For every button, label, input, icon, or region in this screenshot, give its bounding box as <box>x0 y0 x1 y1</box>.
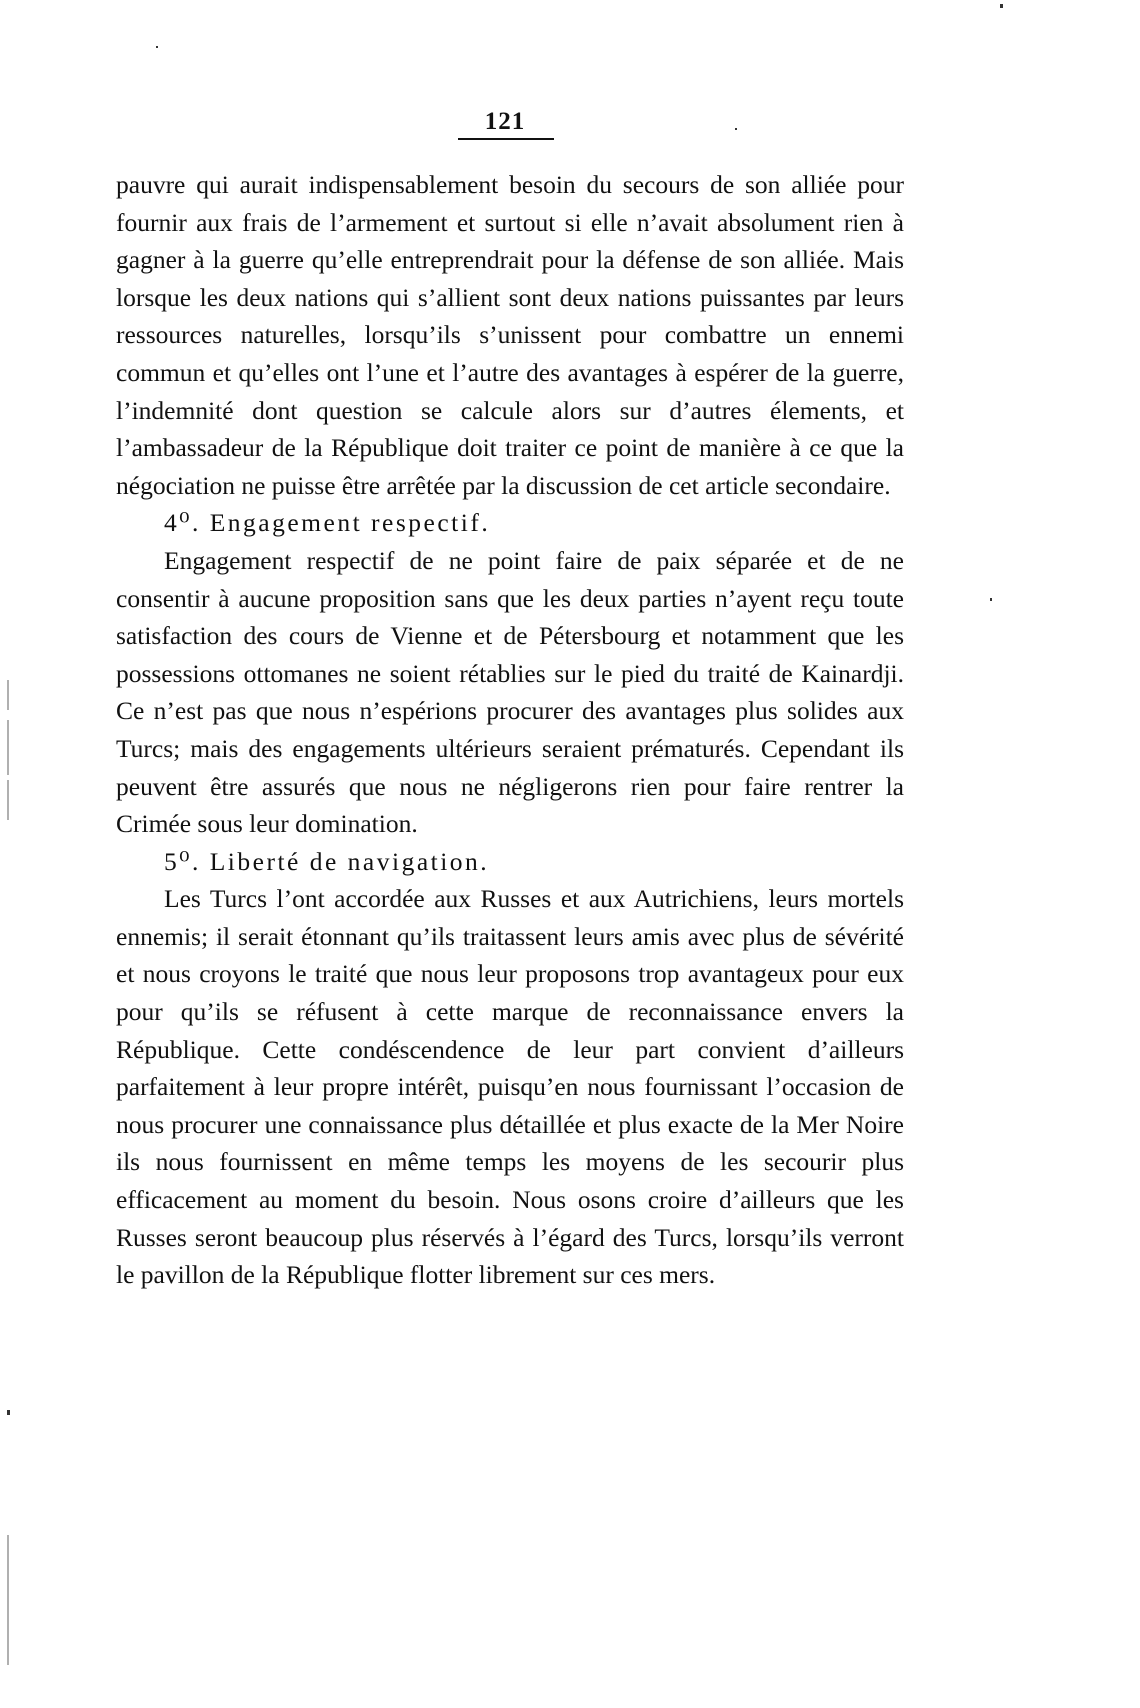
scan-edge-line <box>7 1535 9 1665</box>
paragraph: Engagement respectif de ne point faire de paix séparée et de ne consentir à aucune proposition sans que les deux parties n’ayent reçu toute satisfaction des cours de Vienne et de Pétersbourg et notamment que les possessions ottomanes ne soient rétablies sur le pied du traité de Kainardji. Ce n’est pas que nous n’espérions procurer des avantages plus solides aux Turcs; mais des engagements ultérieurs seraient prématurés. Cependant ils peuvent être assurés que nous ne négligerons rien pour faire rentrer la Crimée sous leur domination. <box>116 545 904 839</box>
scan-speck <box>990 598 992 601</box>
body-text <box>116 166 904 1294</box>
scan-edge-line <box>7 720 9 775</box>
scan-speck <box>7 1410 10 1415</box>
page-number-underline <box>458 138 554 140</box>
scan-speck <box>735 128 737 130</box>
scan-speck <box>1000 4 1003 8</box>
paragraph: pauvre qui aurait indispensablement besoin du secours de son alliée pour fournir aux frais de l’armement et surtout si elle n’avait absolument rien à gagner à la guerre qu’elle entreprendrait pour la défense de son alliée. Mais lorsque les deux nations qui s’allient sont deux nations puissantes par leurs ressources naturelles, lorsqu’ils s’unissent pour combattre un ennemi commun et qu’elles ont l’une et l’autre des avantages à espérer de la guerre, l’indemnité dont question se calcule alors sur d’autres élements, et l’ambassadeur de la République doit traiter ce point de manière à ce que la négociation ne puisse être arrêtée par la discussion de cet article secondaire. <box>116 170 904 500</box>
section-heading-engagement: 4⁰. Engagement respectif. <box>164 508 491 538</box>
paragraph: Les Turcs l’ont accordée aux Russes et aux Autrichiens, leurs mortels ennemis; il serait étonnant qu’ils traitassent leurs amis avec plus de sévérité et nous croyons le traité que nous leur proposons trop avantageux pour eux pour qu’ils se réfusent à cette marque de reconnaissance envers la République. Cette condéscendence de leur part convient d’ailleurs parfaitement à leur propre intérêt, puisqu’en nous fournissant l’occasion de nous procurer une connaissance plus détaillée et plus exacte de la Mer Noire ils nous fournissent en même temps les moyens de les secourir plus efficacement au moment du besoin. Nous osons croire d’ailleurs que les Russes seront beaucoup plus réservés à l’égard des Turcs, lorsqu’ils verront le pavillon de la République flotter librement sur ces mers. <box>116 884 904 1290</box>
page-number: 121 <box>484 108 526 135</box>
section-heading-navigation: 5⁰. Liberté de navigation. <box>164 846 490 876</box>
scan-edge-line <box>7 780 9 820</box>
scan-edge-line <box>7 680 9 710</box>
scan-speck <box>156 46 158 48</box>
